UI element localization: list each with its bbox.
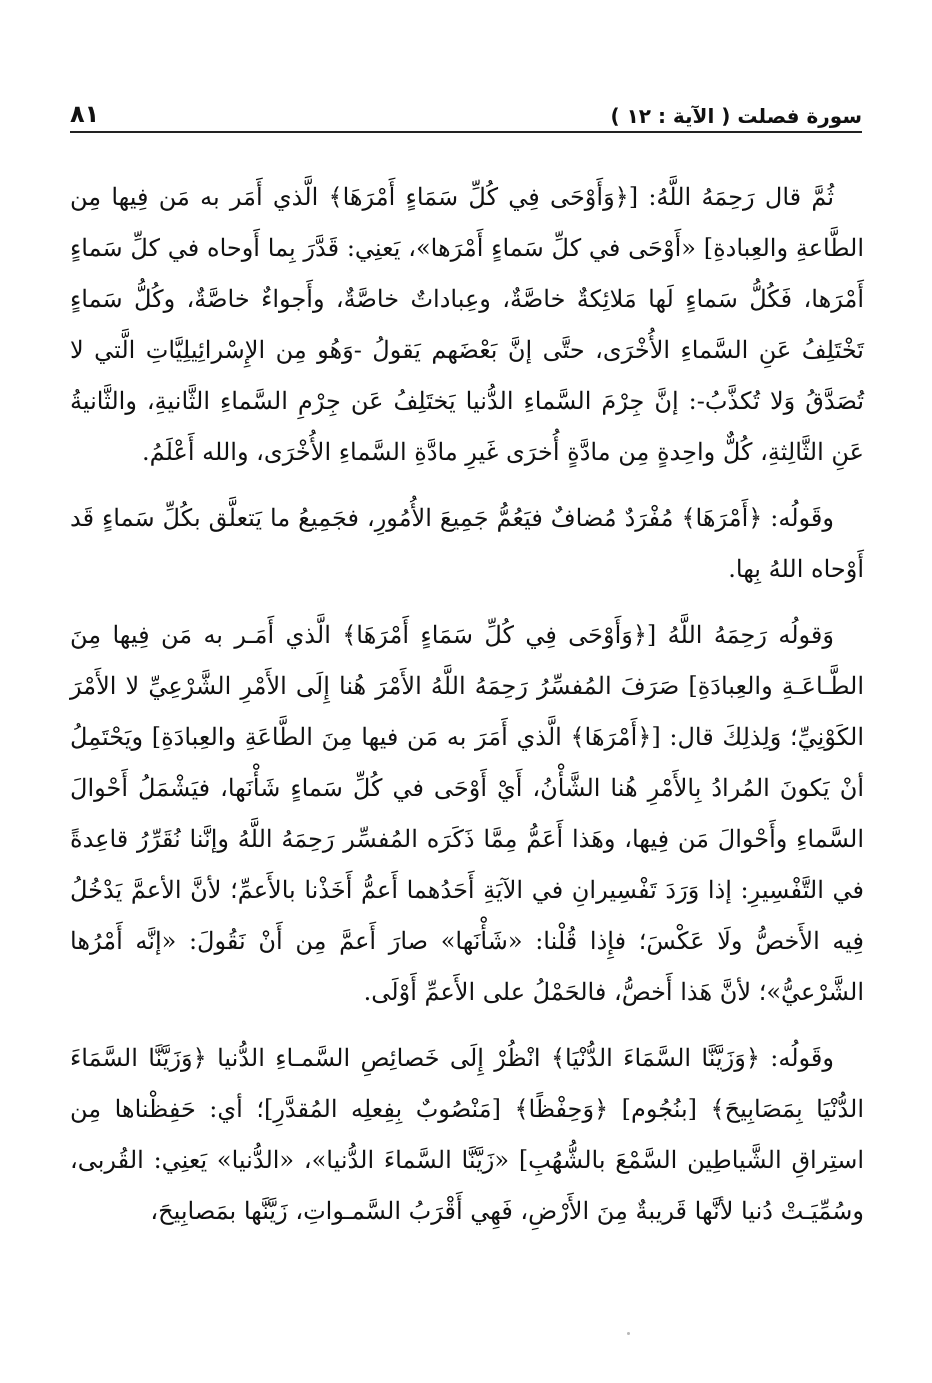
paragraph: ثُمَّ قال رَحِمَهُ اللَّهُ: [﴿وَأَوْحَى فِي كُلِّ سَمَاءٍ أَمْرَهَا﴾ الَّذي أَمَر به مَن فِيها مِن الطَّاعةِ والعِبادةِ] «أَوْحَى في كلِّ سَماءٍ أَمْرَها»، يَعنِي: قَدَّرَ بِما أَوحاه في كلِّ سَماءٍ أَمْرَها، فَكُلُّ سَماءٍ لَها مَلائِكةٌ خاصَّةٌ، وعِباداتٌ خاصَّةٌ، وأَجواءٌ خاصَّةٌ، وكُلُّ سَماءٍ تَخْتَلِفُ عَنِ السَّماءِ الأُخْرَى، حتَّى إنَّ بَعْضَهم يَقولُ -وَهُو مِن الإِسْرائِيلِيَّاتِ الَّتي لا تُصَدَّقُ وَلا تُكذَّبُ-: إنَّ جِرْمَ السَّماءِ الدُّنيا يَختَلِفُ عَن جِرْمِ السَّماءِ الثَّانيةِ، والثَّانيةُ عَنِ الثَّالِثةِ، كُلٌّ واحِدةٍ مِن مادَّةٍ أُخرَى غَيرِ مادَّةِ السَّماءِ الأُخْرَى، والله أَعْلَمُ. bbox=[70, 183, 864, 466]
paragraph: وقَولُه: ﴿أَمْرَهَا﴾ مُفْرَدٌ مُضافٌ فيَعُمُّ جَمِيعَ الأُمُورِ، فجَمِيعُ ما يَتعلَّق بكُلِّ سَماءٍ قَد أَوْحاه اللهُ بِها. bbox=[70, 504, 864, 583]
header-rule bbox=[70, 131, 862, 133]
paragraph: وَقولُه رَحِمَهُ اللَّهُ [﴿وَأَوْحَى فِي كُلِّ سَمَاءٍ أَمْرَهَا﴾ الَّذي أَمَـر به مَن فِيها مِنَ الطَّـاعَـةِ والعِبادَةِ] صَرَفَ المُفسِّرُ رَحِمَهُ اللَّهُ الأَمْرَ هُنا إِلَى الأَمْرِ الشَّرْعِيِّ لا الأَمْرَ الكَوْنِيِّ؛ وَلِذلِكَ قال: [﴿أَمْرَهَا﴾ الَّذي أَمَرَ به مَن فيها مِنَ الطَّاعَةِ والعِبادَةِ] ويَحْتَمِلُ أنْ يَكونَ المُرادُ بِالأَمْرِ هُنا الشَّأْنُ، أَيْ أَوْحَى في كُلِّ سَماءٍ شَأْنَها، فيَشْمَلُ أَحْوالَ السَّماءِ وأَحْوالَ مَن فِيها، وهَذا أَعَمُّ مِمَّا ذَكَرَه المُفسِّر رَحِمَهُ اللَّهُ وإنَّنا نُقَرِّرُ قاعِدةً في التَّفْسِيرِ: إذا وَرَدَ تَفْسِيرانِ في الآيَةِ أَحَدُهما أَعمُّ أَخَذْنا بالأَعمِّ؛ لأنَّ الأعمَّ يَدْخُلُ فِيه الأَخصُّ ولَا عَكْسَ؛ فإِذا قُلْنا: «شَأْنَها» صارَ أَعمَّ مِن أَنْ نَقُولَ: «إنَّه أَمْرُها الشَّرْعيُّ»؛ لأنَّ هَذا أَخصُّ، فالحَمْلُ على الأَعمِّ أَوْلَى. bbox=[70, 621, 864, 1006]
paragraph: وقَولُه: ﴿وَزَيَّنَّا السَّمَاءَ الدُّنْيَا﴾ انْظُرْ إِلَى خَصائِصِ السَّمـاءِ الدُّنيا ﴿وَزَيَّنَّا السَّمَاءَ الدُّنْيَا بِمَصَابِيحَ﴾ [بنُجُوم] ﴿وَحِفْظًا﴾ [مَنْصُوبٌ بِفِعلِه المُقدَّرِ]؛ أي: حَفِظْناها مِن استِراقِ الشَّياطِين السَّمْعَ بالشُّهُبِ] «زَيَّنَّا السَّماءَ الدُّنيا»، «الدُّنيا» يَعنِي: القُربى، وسُمِّيَـتْ دُنيا لأنَّها قَريبةٌ مِنَ الأَرْضِ، فَهِي أَقْرَبُ السَّمـواتِ، زَيَّنَّها بمَصابِيحَ، bbox=[70, 1044, 864, 1225]
running-title: سورة فصلت ( الآية : ١٢ ) bbox=[610, 104, 862, 128]
page-number: ٨١ bbox=[70, 100, 100, 128]
scan-speck bbox=[627, 1332, 630, 1335]
body-text bbox=[70, 172, 864, 1252]
page-header bbox=[70, 92, 862, 128]
